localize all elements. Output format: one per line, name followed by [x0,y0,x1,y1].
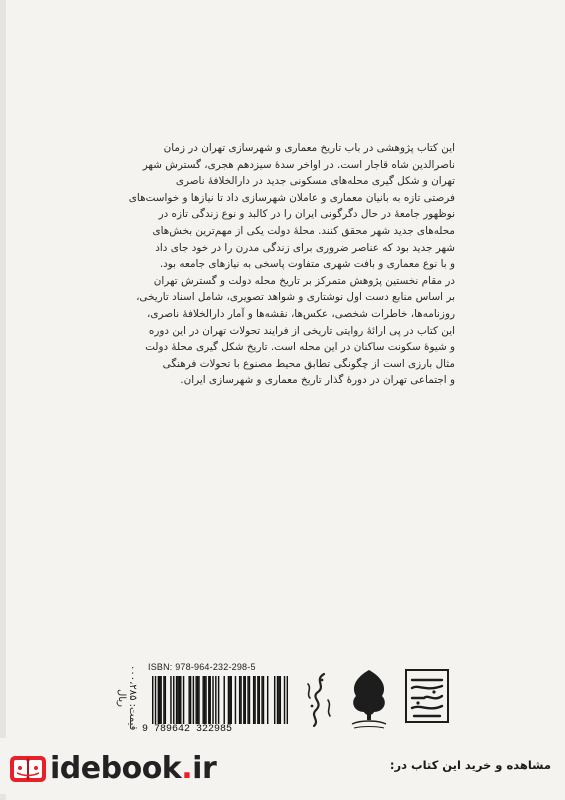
barcode-bar [254,676,255,724]
blurb-line: و شیوهٔ سکونت ساکنان در این محله است. تاریخ شکل گیری محلهٔ دولت [145,341,455,354]
barcode-bar [160,676,161,724]
idebook-wordmark [50,751,216,786]
barcode-bar [197,676,198,724]
barcode-bar [165,676,166,724]
barcode-bar [263,676,264,724]
barcode-bar [208,676,209,724]
barcode-bar [155,676,156,724]
barcode-bar [235,676,236,724]
blurb-line: و با نوع معماری و بافت شهری متفاوت پاسخی به نیازهای جامعه بود. [159,258,455,271]
barcode-bar [284,676,285,724]
barcode-bar [188,676,189,724]
barcode-bar [204,676,205,724]
publisher-script-logo-icon [300,670,336,730]
barcode-bar [239,676,240,724]
tree-logo-icon [344,666,394,732]
blurb-line: فرصتی تازه به بانیان معماری و عاملان شهرسازی داد تا نیازها و خواست‌های [128,191,455,204]
blurb-line: نوظهور جامعهٔ در حال دگرگونی ایران را در کالبد و نوع زندگی تازه در [158,208,455,221]
idebook-tld: ir [192,750,217,786]
barcode-bar [261,676,262,724]
barcode-bar [176,676,177,724]
barcode-bar [229,676,230,724]
idebook-book-icon [8,748,48,788]
barcode-bar [243,676,244,724]
barcode-digits: 9 789642 322985 [142,724,233,735]
price-label: قیمت: ۰۰۰،۲۸۵ ریال [116,665,138,731]
barcode-bar [177,676,178,724]
barcode-bar [158,676,159,724]
barcode-bar [224,676,225,724]
barcode-bar [228,676,229,724]
blurb-text [110,140,455,389]
idebook-brand: idebook [50,750,182,786]
blurb-line: در مقام نخستین پژوهش متمرکز بر تاریخ محله دولت و گسترش تهران [153,274,455,287]
blurb-line: ناصرالدین شاه قاجار است. در اواخر سدهٔ سیزدهم هجری، گسترش شهر [142,158,455,171]
barcode-bar [259,676,260,724]
barcode-bar [170,676,171,724]
barcode-bar [278,676,279,724]
barcode-bar [240,676,241,724]
isbn-barcode [152,676,288,724]
idebook-ad-strip[interactable] [0,738,565,794]
barcode-bar [218,676,219,724]
barcode-bar [205,676,206,724]
barcode-bar [152,676,153,724]
ad-tagline: مشاهده و خرید این کتاب در: [389,758,551,772]
blurb-line: مثال بارزی است از چگونگی تطابق محیط مصنوع با تحولات فرهنگی [162,357,455,370]
barcode-bar [280,676,281,724]
barcode-bar [198,676,199,724]
barcode-bar [257,676,258,724]
blurb-line: بر اساس منابع دست اول نوشتاری و شواهد تصویری، شامل اسناد تاریخی، [136,291,455,304]
isbn-label: ISBN: 978-964-232-298-5 [148,662,256,672]
barcode-bar [180,676,181,724]
barcode-bar [193,676,194,724]
cover-footer [112,662,452,740]
barcode-bar [202,676,203,724]
university-logo-icon [404,668,450,724]
idebook-dot: . [181,750,193,786]
barcode-bar [212,676,213,724]
barcode-bar [253,676,254,724]
barcode-bar [179,676,180,724]
barcode-bar [215,676,216,724]
barcode-bar [277,676,278,724]
barcode-bar [159,676,160,724]
blurb-line: و اجتماعی تهران در دورهٔ گذار تاریخ معماری و شهرسازی ایران. [180,374,455,387]
blurb-line: تهران و شکل گیری محله‌های مسکونی جدید در دارالخلافهٔ ناصری [175,175,455,188]
blurb-line: این کتاب در پی ارائهٔ روایتی تاریخی از فرایند تحولات تهران در این دوره [148,324,455,337]
blurb-line: این کتاب پژوهشی در باب تاریخ معماری و شهرسازی تهران در زمان [163,142,455,154]
barcode-bar [245,676,246,724]
cover-edge [0,0,6,800]
barcode-bar [267,676,268,724]
barcode-bar [195,676,196,724]
blurb-line: محله‌های جدید شهر محقق کنند. محلهٔ دولت یکی از مهم‌ترین بخش‌های [152,224,455,237]
idebook-logo[interactable] [8,742,216,794]
barcode-bar [163,676,164,724]
barcode-bar [173,676,174,724]
barcode-bar [209,676,210,724]
barcode-bar [183,676,184,724]
barcode-bar [249,676,250,724]
barcode-bar [231,676,232,724]
barcode-bar [274,676,275,724]
barcode-bar [190,676,191,724]
barcode-bar [287,676,288,724]
barcode-bar [247,676,248,724]
blurb-line: روزنامه‌ها، خاطرات شخصی، عکس‌ها، نقشه‌ها و آمار دارالخلافهٔ ناصری، [147,307,455,320]
blurb-line: شهر جدید بود که عناصر ضروری برای زندگی مدرن را در خود جای داد [155,241,455,254]
